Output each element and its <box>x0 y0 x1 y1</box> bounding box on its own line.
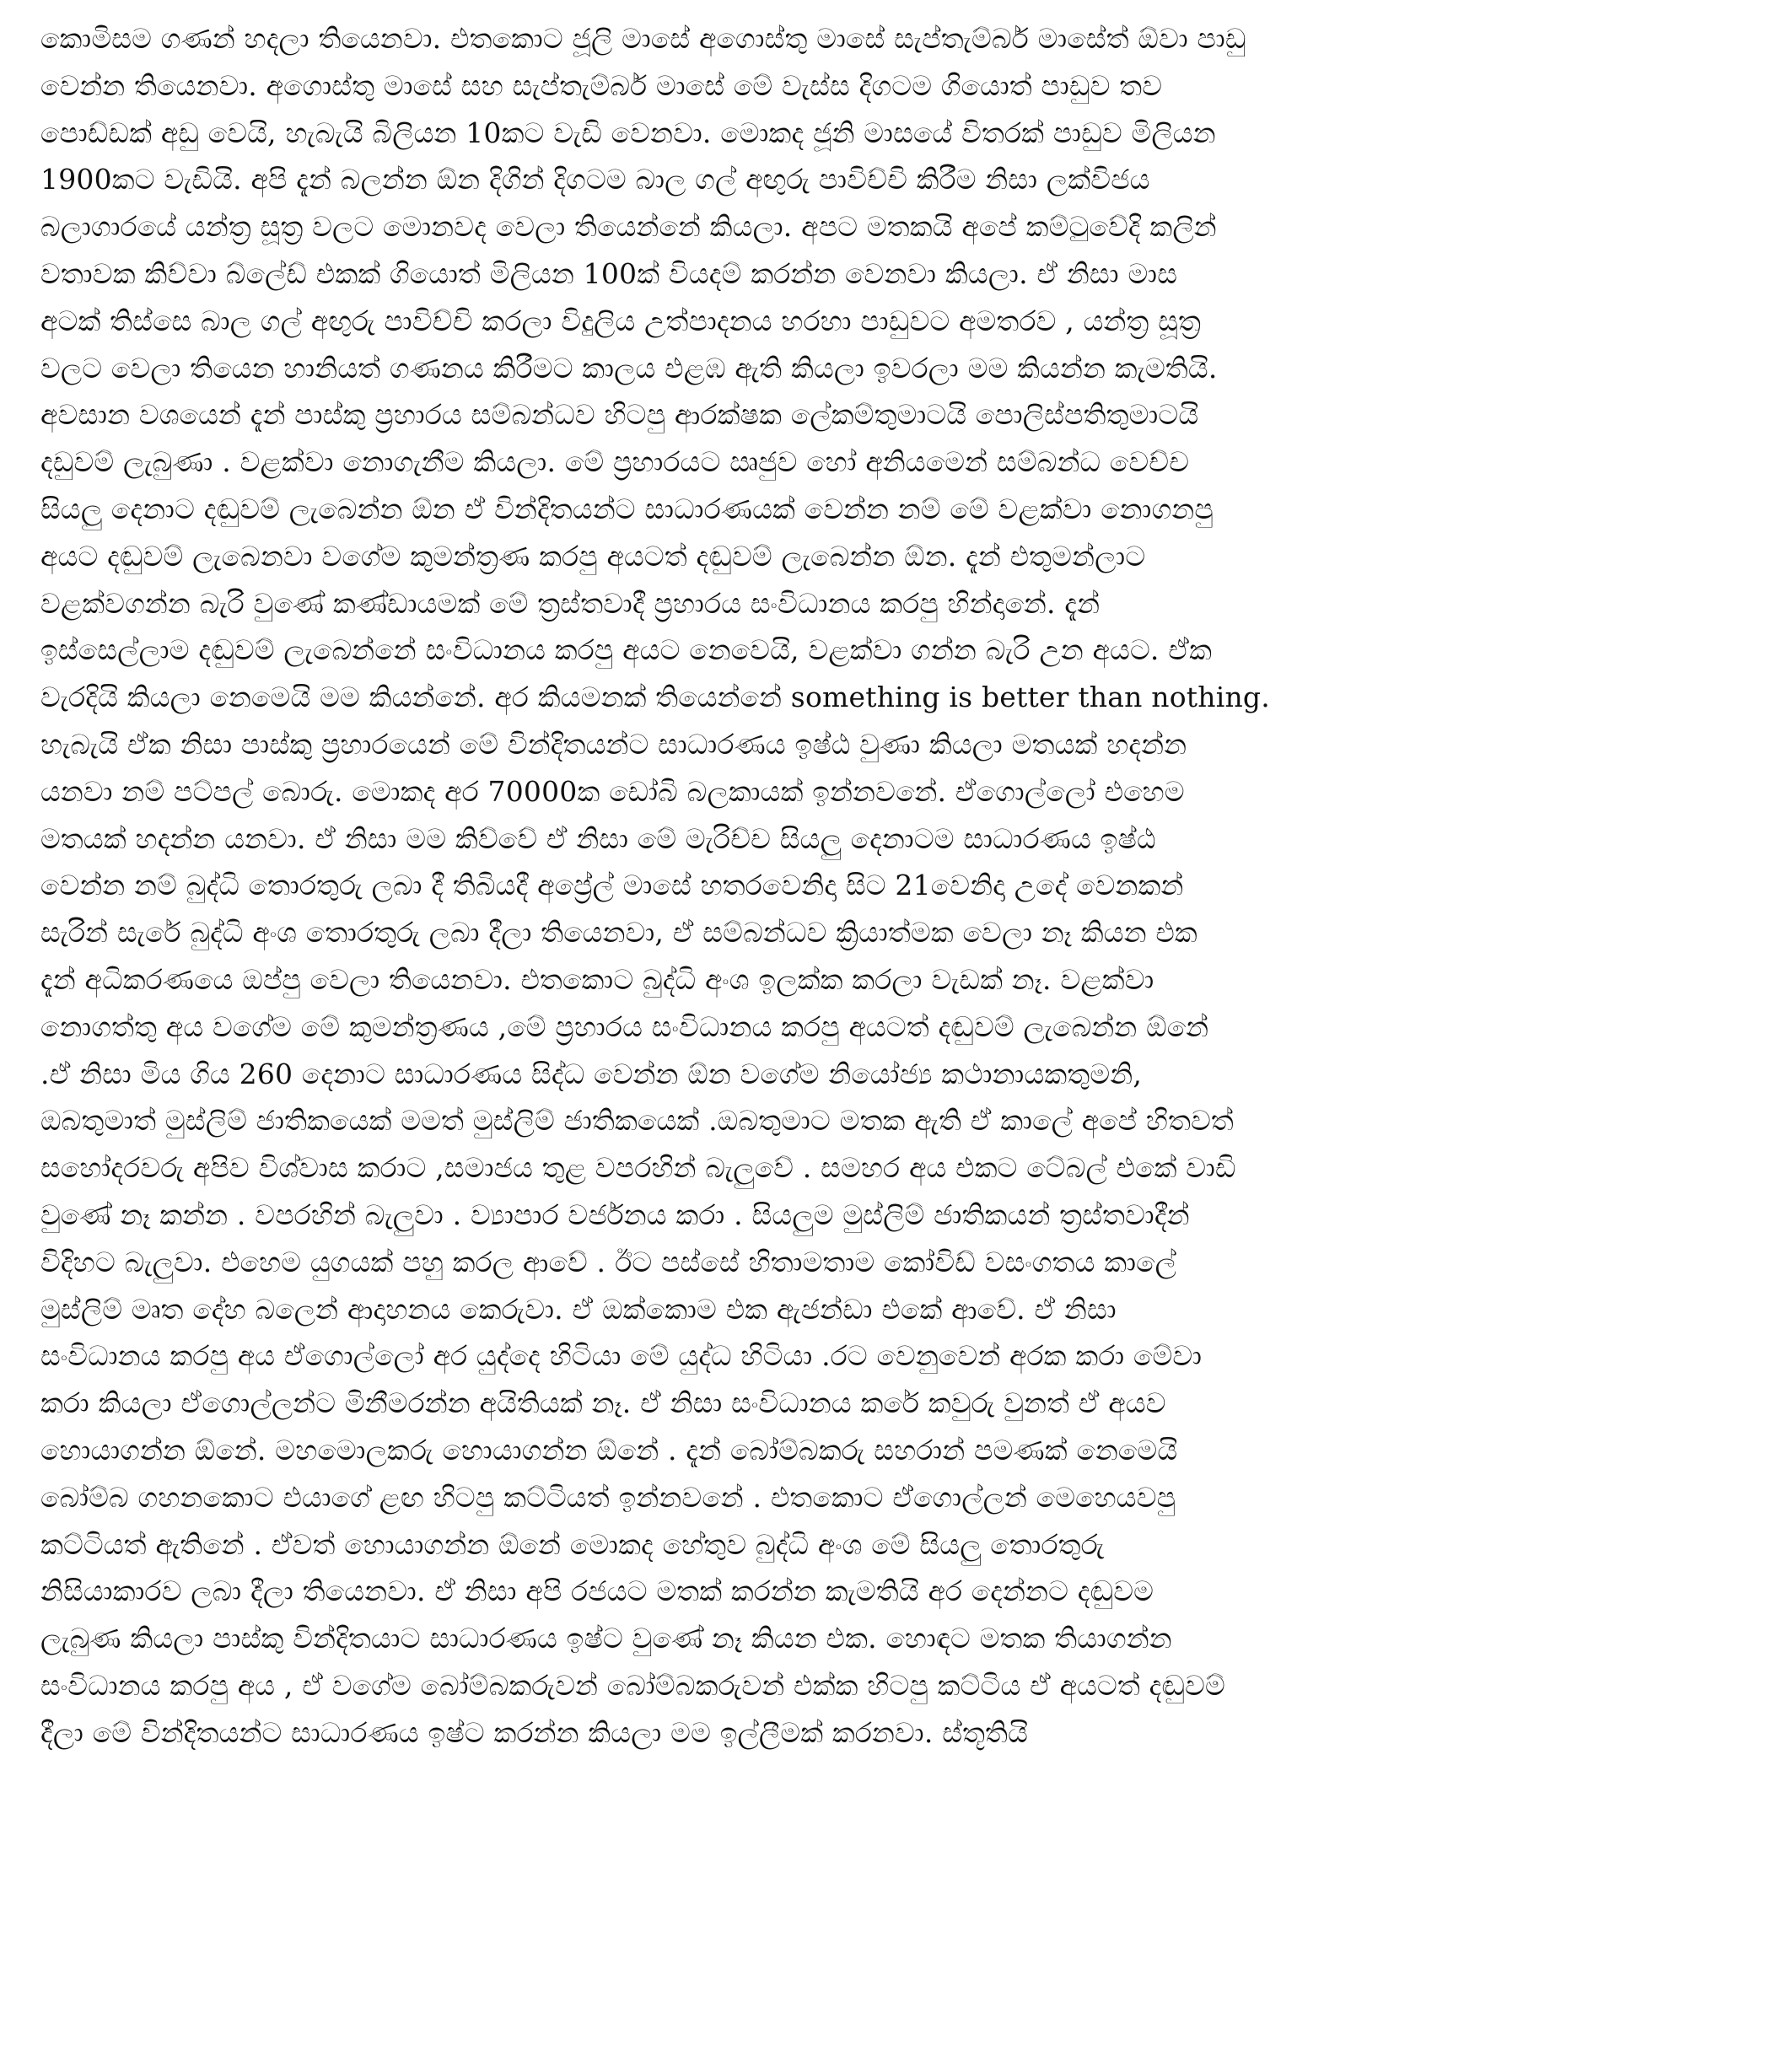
text-line: හොයාගන්න ඕනේ. මහමොලකරු හොයාගන්න ඕනේ . දැන් බෝම්බකරු සහරාන් පමණක් නෙමෙයි <box>40 1433 1178 1467</box>
text-line: ලැබුණ කියලා පාස්කු වින්දිතයාට සාධාරණය ඉෂ්ට වුණේ නෑ කියන එක. හොඳට මතක තියාගන්න <box>40 1622 1172 1655</box>
text-line: අටක් තිස්සෙ බාල ගල් අඟුරු පාවිච්චි කරලා විදුලිය උත්පාදනය හරහා පාඩුවට අමතරව , යන්ත්‍ර සූත්‍ර <box>40 304 1202 337</box>
text-line: .ඒ නිසා මිය ගිය 260 දෙනාට සාධාරණය සිද්ධ වෙන්න ඕන වගේම නියෝජ්‍ය කථානායකතුමනි, <box>40 1057 1143 1090</box>
text-line: මතයක් හදන්න යනවා. ඒ නිසා මම කිව්වේ ඒ නිසා මේ මැරිච්ච සියලු දෙනාටම සාධාරණය ඉෂ්ඨ <box>40 821 1156 855</box>
text-line: විදිහට බැලුවා. එහෙම යුගයක් පහු කරල ආවේ . ඊට පස්සේ හිතාමතාම කෝවිඩ් වසංගතය කාලේ <box>40 1245 1176 1278</box>
text-line: හැබැයි ඒක නිසා පාස්කු ප්‍රහාරයෙන් මේ වින්දිතයන්ට සාධාරණය ඉෂ්ඨ වුණා කියලා මතයක් හදන්න <box>40 727 1187 761</box>
text-line: නිසියාකාරව ලබා දීලා තියෙනවා. ඒ නිසා අපි රජයට මතක් කරන්න කැමතියි අර දෙන්නට දඬුවම <box>40 1574 1154 1608</box>
text-line: දීලා මේ වින්දිතයන්ට සාධාරණය ඉෂ්ට කරන්න කියලා මම ඉල්ලීමක් කරනවා. ස්තූතියි <box>40 1715 1029 1749</box>
text-line: වැරදියි කියලා නෙමෙයි මම කියන්නේ. අර කියමනක් තියෙන්නේ something is better than nothing. <box>40 681 1270 714</box>
text-line: වුණේ නෑ කන්න . වපරහින් බැලුවා . ව්‍යාපාර වර්ජනය කරා . සියලුම මුස්ලිම් ජාතිකයන් ත්‍රස්තවාදීන් <box>40 1197 1190 1231</box>
text-line: වළක්වගන්න බැරි වුණේ කණ්ඩායමක් මේ ත්‍රස්තවාදී ප්‍රහාරය සංවිධානය කරපු හින්දානේ. දැන් <box>40 586 1101 620</box>
text-line: යනවා නම් පට්පල් බොරු. මොකද අර 70000ක ඩෝබි බලකායක් ඉන්නවනේ. ඒගොල්ලෝ එහෙම <box>40 774 1185 808</box>
text-line: මුස්ලිම් මෘත දේහ බලෙන් ආදාහනය කෙරුවා. ඒ ඔක්කොම එක ඇජන්ඩා එකේ ආවේ. ඒ නිසා <box>40 1292 1117 1326</box>
text-line: අවසාන වශයෙන් දැන් පාස්කු ප්‍රහාරය සම්බන්ධව හිටපු ආරක්ෂක ලේකම්තුමාටයි පොලිස්පතිතුමාටයි <box>40 398 1199 432</box>
document-page <box>40 15 1693 2056</box>
text-line: බෝම්බ ගහනකොට එයාගේ ළඟ හිටපු කට්ටියත් ඉන්නවනේ . එතකොට ඒගොල්ලන් මෙහෙයවපු <box>40 1480 1176 1514</box>
text-line: සංවිධානය කරපු අය ඒගොල්ලෝ අර යුද්දෙ හිටියා මේ යුද්ධ හිටියා .රට වෙනුවෙන් අරක කරා මේවා <box>40 1339 1203 1373</box>
text-line: වතාවක කිව්වා බ්ලේඩ් එකක් ගියොත් මිලියන 100ක් වියදම් කරන්න වෙනවා කියලා. ඒ නිසා මාස <box>40 256 1178 290</box>
text-line: ඉස්සෙල්ලාම දඬුවම් ලැබෙන්නේ සංවිධානය කරපු අයට නෙවෙයි, වළක්වා ගන්න බැරි උන අයට. ඒක <box>40 633 1213 667</box>
text-line: සංවිධානය කරපු අය , ඒ වගේම බෝම්බකරුවන් බෝම්බකරුවන් එක්ක හිටපු කට්ටිය ඒ අයටත් දඬුවම් <box>40 1668 1225 1702</box>
text-line: වලට වෙලා තියෙන හානියත් ගණනය කිරීමට කාලය එළඹ ඇති කියලා ඉවරලා මම කියන්න කැමතියි. <box>40 351 1218 385</box>
text-line: බලාගාරයේ යන්ත්‍ර සූත්‍ර වලට මොනවද වෙලා තියෙන්නේ කියලා. අපට මතකයි අපේ කම්ටුවේදි කලින් <box>40 210 1217 244</box>
text-line: සහෝදරවරු අපිව විශ්වාස කරාට ,සමාජය තුළ වපරහින් බැලුවේ . සමහර අය එකට ටේබල් එකේ වාඩි <box>40 1151 1236 1185</box>
text-line: 1900කට වැඩියි. අපි දැන් බලන්න ඕන දිගින් දිගටම බාල ගල් අඟුරු පාවිච්චි කිරීම නිසා ලක්විජය <box>40 163 1150 196</box>
text-line: පොඩ්ඩක් අඩු වෙයි, හැබැයි බිලියන 10කට වැඩි වෙනවා. මොකද ජූනි මාසයේ විතරක් පාඩුව මිලියන <box>40 116 1216 149</box>
text-line: කට්ටියත් ඇතිනේ . ඒවත් හොයාගන්න ඕනේ මොකද හේතුව බුද්ධි අංශ මේ සියලු තොරතුරු <box>40 1527 1105 1561</box>
text-line: දඩුවම් ලැබුණා . වළක්වා නොගැනීම කියලා. මේ ප්‍රහාරයට ඍජුව හෝ අනියමෙන් සම්බන්ධ වෙච්ච <box>40 445 1190 479</box>
text-line: කොමිසම ගණන් හදලා තියෙනවා. එතකොට ජූලි මාසේ අගොස්තු මාසේ සැප්තැම්බර් මාසේත් ඕවා පාඩු <box>40 22 1246 55</box>
text-line: සැරින් සැරේ බුද්ධි අංශ තොරතුරු ලබා දීලා තියෙනවා, ඒ සම්බන්ධව ක්‍රියාත්මක වෙලා නෑ කියන එක <box>40 916 1197 950</box>
text-line: අයට දඬුවම් ලැබෙනවා වගේම කුමන්ත්‍රණ කරපු අයටත් දඬුවම් ලැබෙන්න ඕන. දැන් එතුමන්ලාට <box>40 539 1146 573</box>
text-line: ඔබතුමාත් මුස්ලිම් ජාතිකයෙක් මමත් මුස්ලිම් ජාතිකයෙක් .ඔබතුමාට මතක ඇති ඒ කාලේ අපේ හිතවත් <box>40 1104 1235 1138</box>
text-line: වෙන්න නම් බුද්ධි තොරතුරු ලබා දී තිබියදී අප්‍රේල් මාසේ හතරවෙනිදා සිට 21වෙනිදා උදේ වෙනකන් <box>40 869 1184 902</box>
text-line: සියලු දෙනාට දඬුවම් ලැබෙන්න ඕන ඒ වින්දිතයන්ට සාධාරණයක් වෙන්න නම් මේ වළක්වා නොගනපු <box>40 492 1214 525</box>
text-line: කරා කියලා ඒගොල්ලන්ට මිනීමරන්න අයිතියක් නෑ. ඒ නිසා සංවිධානය කරේ කවුරු වුනත් ඒ අයව <box>40 1386 1166 1420</box>
text-line: වෙන්න තියෙනවා. අගොස්තු මාසේ සහ සැප්තැම්බර් මාසේ මේ වැස්ස දිගටම ගියොත් පාඩුව තව <box>40 68 1163 102</box>
text-line: දැන් අධිකරණයෙ ඔප්පු වෙලා තියෙනවා. එතකොට බුද්ධි අංශ ඉලක්ක කරලා වැඩක් නෑ. වළක්වා <box>40 962 1154 996</box>
text-line: නොගත්තු අය වගේම මේ කුමන්ත්‍රණය ,මේ ප්‍රහාරය සංවිධානය කරපු අයටත් දඬුවම් ලැබෙන්න ඕනේ <box>40 1009 1209 1043</box>
